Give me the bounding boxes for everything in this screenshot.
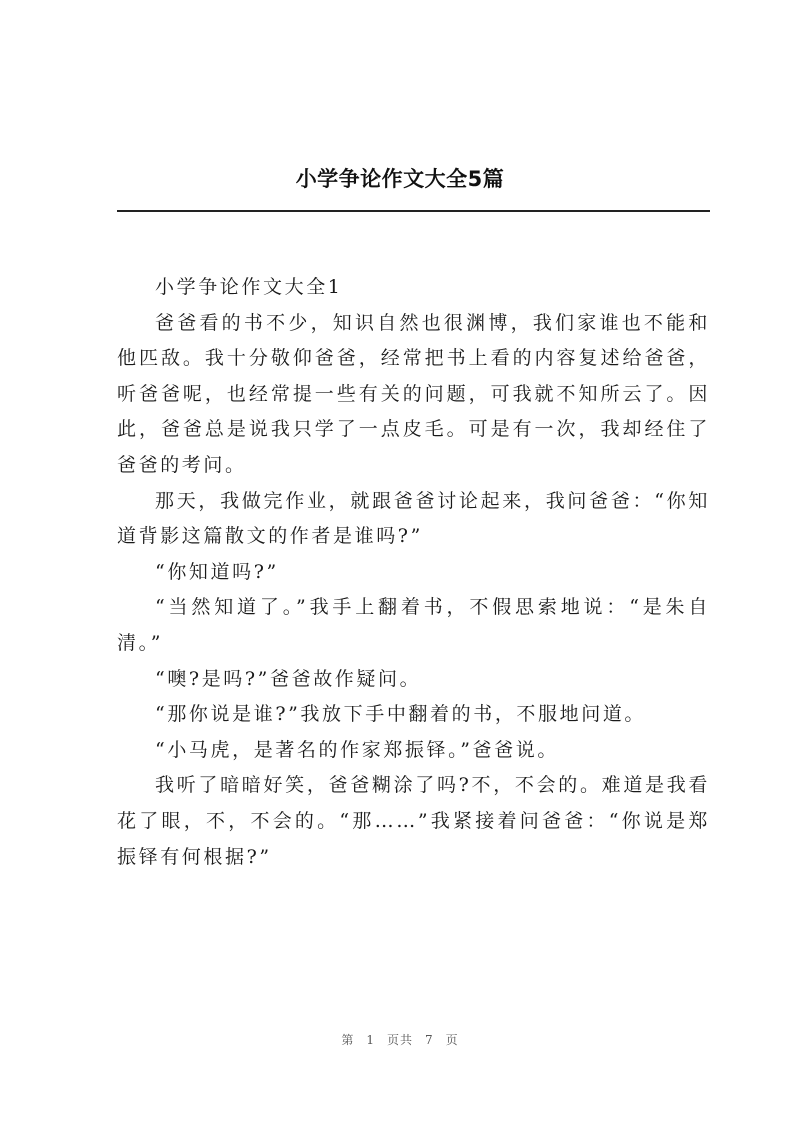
paragraph: 爸爸看的书不少，知识自然也很渊博，我们家谁也不能和他匹敌。我十分敬仰爸爸，经常把书上看的内容复述给爸爸，听爸爸呢，也经常提一些有关的问题，可我就不知所云了。因此，爸爸总是说我只学了一点皮毛。可是有一次，我却经住了爸爸的考问。 [117, 311, 710, 476]
footer-current-page: 1 [366, 1033, 375, 1047]
section-heading: 小学争论作文大全1 [155, 276, 343, 298]
document-body [117, 270, 710, 875]
paragraph: “你知道吗?” [155, 560, 279, 583]
footer-label-di: 第 [341, 1033, 355, 1047]
document-title: 小学争论作文大全5篇 [295, 167, 505, 191]
paragraph: “噢?是吗?”爸爸故作疑问。 [155, 667, 422, 690]
paragraph: 我听了暗暗好笑，爸爸糊涂了吗?不，不会的。难道是我看花了眼，不，不会的。“那……”我紧接着问爸爸：“你说是郑振铎有何根据?” [117, 774, 710, 868]
paragraph: “当然知道了。”我手上翻着书，不假思索地说：“是朱自清。” [117, 596, 710, 654]
paragraph: 那天，我做完作业，就跟爸爸讨论起来，我问爸爸：“你知道背影这篇散文的作者是谁吗?” [117, 489, 710, 548]
footer-label-ye: 页 [445, 1033, 459, 1047]
title-divider [117, 210, 710, 212]
footer-total-pages: 7 [425, 1033, 434, 1047]
page-footer [0, 1032, 800, 1048]
paragraph: “小马虎，是著名的作家郑振铎。”爸爸说。 [155, 738, 559, 761]
footer-label-ye-gong: 页共 [386, 1033, 413, 1047]
paragraph: “那你说是谁?”我放下手中翻着的书，不服地问道。 [155, 703, 647, 726]
